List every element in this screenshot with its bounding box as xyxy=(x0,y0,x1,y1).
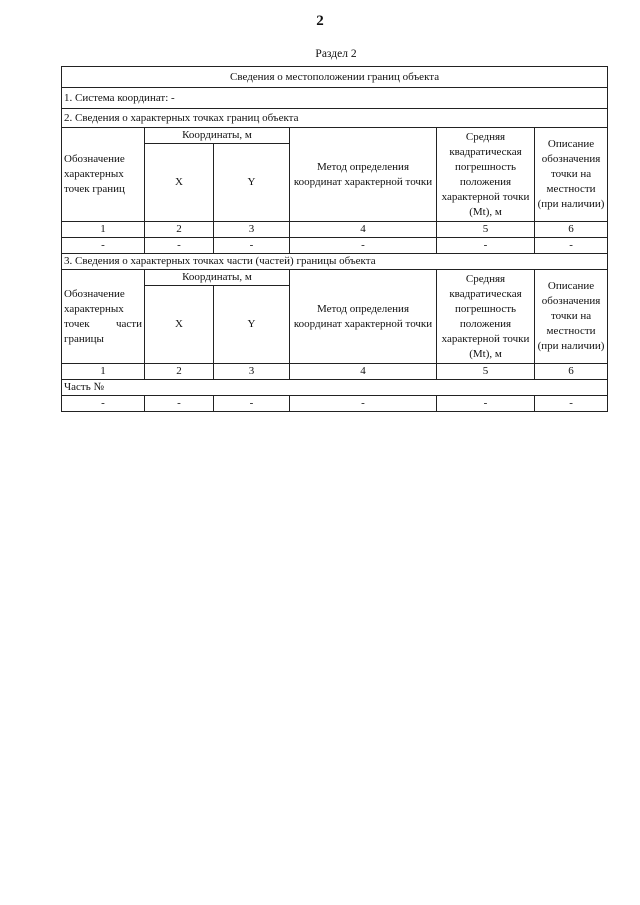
boundary-points-heading: 2. Сведения о характерных точках границ объекта xyxy=(62,109,608,128)
header-coordinates: Координаты, м xyxy=(145,128,290,144)
table-cell: - xyxy=(437,238,535,254)
header-description: Описание обозначения точки на местности (при наличии) xyxy=(535,128,608,222)
column-number: 3 xyxy=(214,364,290,380)
table-cell: - xyxy=(290,238,437,254)
table-cell: - xyxy=(290,396,437,412)
column-number: 4 xyxy=(290,222,437,238)
section-label: Раздел 2 xyxy=(315,48,357,60)
table-cell: - xyxy=(145,396,214,412)
header-designation: Обозначение характерных точек границ xyxy=(62,128,145,222)
column-number: 6 xyxy=(535,364,608,380)
table-cell: - xyxy=(437,396,535,412)
header-designation-part: Обозначение характерных точек части границы xyxy=(62,270,145,364)
column-number: 6 xyxy=(535,222,608,238)
table-cell: - xyxy=(214,396,290,412)
header-coordinates-part: Координаты, м xyxy=(145,270,290,286)
column-number: 1 xyxy=(62,364,145,380)
column-numbers-row xyxy=(62,222,608,238)
column-numbers-row-part xyxy=(62,364,608,380)
table-cell: - xyxy=(535,238,608,254)
table-cell: - xyxy=(62,396,145,412)
header-x-part: X xyxy=(145,286,214,364)
header-error-part: Средняя квадратическая погрешность положения характерной точки (Mt), м xyxy=(437,270,535,364)
column-number: 2 xyxy=(145,364,214,380)
page-number: 2 xyxy=(316,13,324,29)
table-row xyxy=(62,238,608,254)
header-description-part: Описание обозначения точки на местности (при наличии) xyxy=(535,270,608,364)
header-y-part: Y xyxy=(214,286,290,364)
boundary-table xyxy=(61,66,608,412)
column-number: 4 xyxy=(290,364,437,380)
table-title: Сведения о местоположении границ объекта xyxy=(62,67,608,88)
column-number: 3 xyxy=(214,222,290,238)
column-number: 1 xyxy=(62,222,145,238)
header-y: Y xyxy=(214,144,290,222)
header-method-part: Метод определения координат характерной точки xyxy=(290,270,437,364)
table-row xyxy=(62,396,608,412)
part-number-row: Часть № xyxy=(62,380,608,396)
table-cell: - xyxy=(145,238,214,254)
header-x: X xyxy=(145,144,214,222)
column-number: 5 xyxy=(437,222,535,238)
coordinate-system-row: 1. Система координат: - xyxy=(62,88,608,109)
part-points-heading: 3. Сведения о характерных точках части (частей) границы объекта xyxy=(62,254,608,270)
table-cell: - xyxy=(214,238,290,254)
header-method: Метод определения координат характерной точки xyxy=(290,128,437,222)
column-number: 5 xyxy=(437,364,535,380)
table-cell: - xyxy=(535,396,608,412)
header-error: Средняя квадратическая погрешность положения характерной точки (Mt), м xyxy=(437,128,535,222)
column-number: 2 xyxy=(145,222,214,238)
table-cell: - xyxy=(62,238,145,254)
